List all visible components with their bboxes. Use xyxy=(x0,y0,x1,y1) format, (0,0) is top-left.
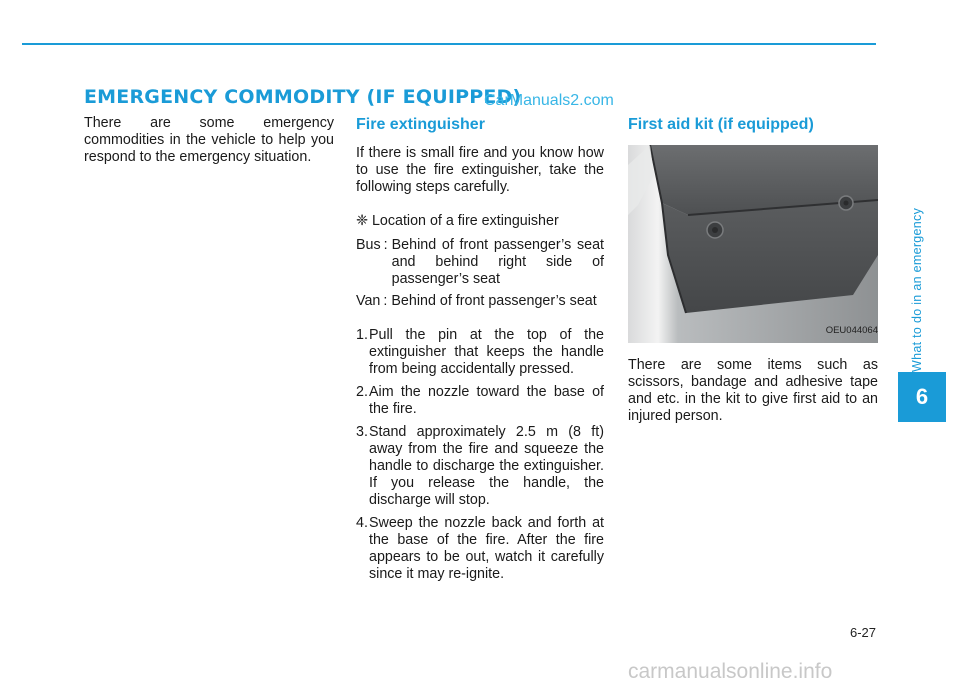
section-title: EMERGENCY COMMODITY (IF EQUIPPED) xyxy=(84,86,522,108)
column-fire-extinguisher xyxy=(356,115,604,589)
step-number: 3. xyxy=(356,424,368,440)
image-code: OEU044064 xyxy=(825,325,878,336)
first-aid-kit-photo xyxy=(628,145,878,343)
intro-paragraph: There are some emergency commodities in the vehicle to help you respond to the emergency situation. xyxy=(84,115,334,165)
column-first-aid xyxy=(628,115,878,425)
first-aid-heading: First aid kit (if equipped) xyxy=(628,116,814,133)
location-van xyxy=(356,293,604,310)
location-term: Van xyxy=(356,293,381,309)
watermark-bottom[interactable]: carmanualsonline.info xyxy=(628,660,833,683)
step-text: Sweep the nozzle back and forth at the base of the fire. After the fire appears to be out, watch it carefully since it may re-ignite. xyxy=(369,515,604,582)
step-number: 1. xyxy=(356,327,368,343)
page-number: 6-27 xyxy=(849,625,876,640)
step-item xyxy=(356,424,604,509)
fire-extinguisher-heading: Fire extinguisher xyxy=(356,116,485,133)
step-item xyxy=(356,384,604,418)
location-separator: : xyxy=(383,293,388,309)
top-rule xyxy=(22,43,876,45)
first-aid-text: There are some items such as scissors, bandage and adhesive tape and etc. in the kit to give first aid to an injured person. xyxy=(628,357,878,424)
steps-list xyxy=(356,327,604,583)
location-desc: Behind of front passenger’s seat xyxy=(391,293,597,309)
step-text: Aim the nozzle toward the base of the fire. xyxy=(369,384,604,417)
location-title: ❈ Location of a fire extinguisher xyxy=(356,213,559,229)
step-item xyxy=(356,515,604,583)
step-text: Stand approximately 2.5 m (8 ft) away from the fire and squeeze the handle to discharge the extinguisher. If you release the handle, the discharge will stop. xyxy=(369,424,604,508)
column-intro xyxy=(84,115,334,166)
chapter-tab[interactable]: 6 xyxy=(898,372,946,422)
step-number: 2. xyxy=(356,384,368,400)
location-desc: Behind of front passenger’s seat and behind right side of passenger’s seat xyxy=(391,237,604,287)
location-term: Bus xyxy=(356,237,381,253)
step-item xyxy=(356,327,604,378)
step-text: Pull the pin at the top of the extinguisher that keeps the handle from being accidentally pressed. xyxy=(369,327,604,377)
watermark-top[interactable]: CarManuals2.com xyxy=(484,92,614,109)
location-bus xyxy=(356,237,604,288)
location-separator: : xyxy=(383,237,388,253)
chapter-label: What to do in an emergency xyxy=(910,207,924,372)
step-number: 4. xyxy=(356,515,368,531)
fire-intro: If there is small fire and you know how to use the fire extinguisher, take the following steps carefully. xyxy=(356,145,604,195)
first-aid-kit-image xyxy=(628,145,878,343)
